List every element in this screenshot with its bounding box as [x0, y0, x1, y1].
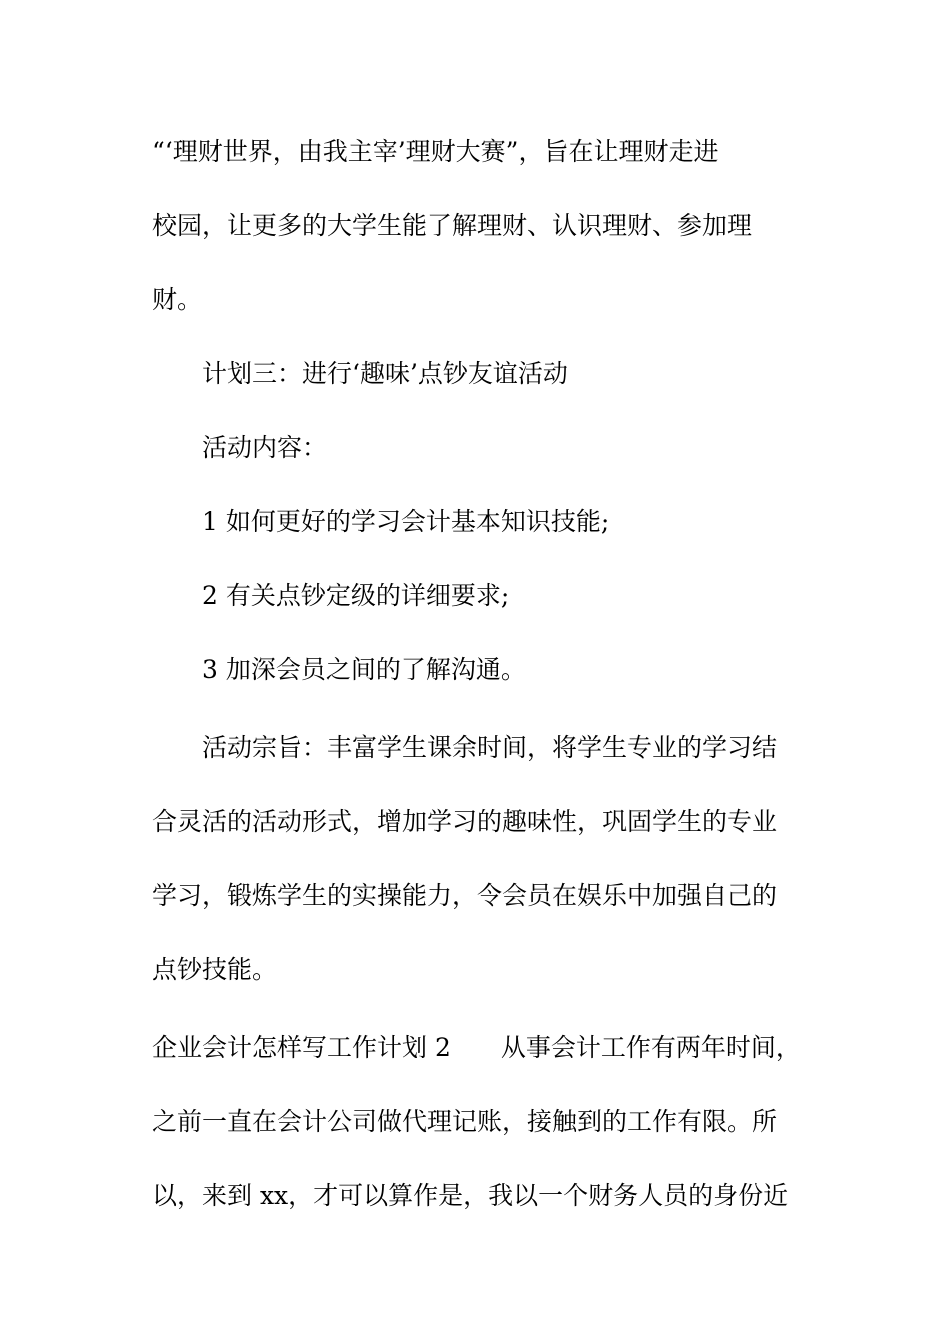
text-line: 学习，锻炼学生的实操能力，令会员在娱乐中加强自己的	[152, 881, 778, 910]
subheading: 活动内容：	[202, 433, 328, 462]
text-line: 财。	[152, 285, 203, 314]
text-line: 点钞技能。	[152, 955, 278, 984]
list-item: 2 有关点钞定级的详细要求;	[202, 581, 510, 610]
text-line: “‘理财世界，由我主宰’理财大赛”，旨在让理财走进	[152, 137, 719, 166]
section-heading: 计划三：进行‘趣味’点钞友谊活动	[202, 359, 568, 388]
text-line: 企业会计怎样写工作计划 2 从事会计工作有两年时间，	[152, 1033, 801, 1062]
text-line: 以，来到 xx，才可以算作是，我以一个财务人员的身份近	[152, 1181, 789, 1210]
list-item: 1 如何更好的学习会计基本知识技能;	[202, 507, 610, 536]
text-line: 合灵活的活动形式，增加学习的趣味性，巩固学生的专业	[152, 807, 778, 836]
text-line: 校园，让更多的大学生能了解理财、认识理财、参加理	[152, 211, 753, 240]
list-item: 3 加深会员之间的了解沟通。	[202, 655, 526, 684]
text-line: 活动宗旨：丰富学生课余时间，将学生专业的学习结	[202, 733, 778, 762]
text-line: 之前一直在会计公司做代理记账，接触到的工作有限。所	[152, 1107, 778, 1136]
